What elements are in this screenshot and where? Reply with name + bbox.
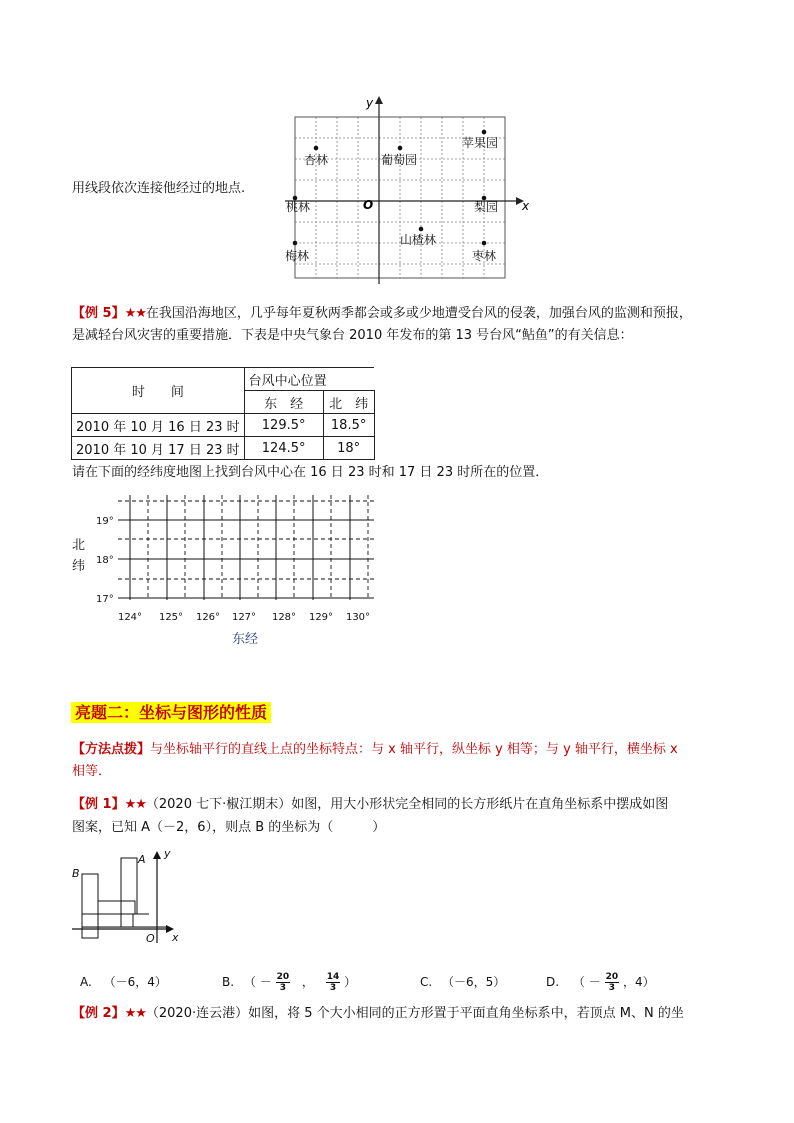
frac-num: 14 bbox=[326, 972, 340, 982]
table-cell-lat: 18° bbox=[323, 437, 374, 460]
option-d-fraction bbox=[605, 972, 620, 993]
table-cell-time: 2010 年 10 月 16 日 23 时 bbox=[72, 414, 245, 437]
example2-line1 bbox=[72, 1004, 684, 1024]
example1-stars: ★★ bbox=[124, 797, 146, 812]
place-label: 桃林 bbox=[286, 200, 311, 214]
typhoon-table bbox=[71, 367, 375, 460]
option-c bbox=[420, 972, 505, 992]
example2-text-1: （2020·连云港）如图，将 5 个大小相同的正方形置于平面直角坐标系中，若顶点 M、N 的坐 bbox=[145, 1006, 684, 1021]
example5-line1 bbox=[72, 304, 692, 324]
place-label: 苹果园 bbox=[462, 136, 499, 150]
rectangles-figure bbox=[66, 843, 196, 948]
option-d-open: （ bbox=[572, 975, 585, 989]
option-a-value: （－6，4） bbox=[103, 975, 167, 989]
place-label: 葡萄园 bbox=[381, 153, 418, 167]
place-label: 杏林 bbox=[304, 153, 329, 167]
lon-tick: 124° bbox=[117, 612, 143, 623]
place-label: 梅林 bbox=[285, 249, 310, 263]
section-heading bbox=[71, 700, 271, 723]
option-b-label: B. bbox=[222, 975, 235, 989]
fig-y-arrow-icon bbox=[153, 851, 161, 859]
option-b-minus: － bbox=[259, 975, 272, 989]
x-axis-label: x bbox=[522, 199, 530, 213]
lon-tick: 128° bbox=[271, 612, 297, 623]
example1-line2: 图案，已知 A（－2，6），则点 B 的坐标为（ ） bbox=[72, 820, 386, 835]
y-axis-arrow-icon bbox=[375, 96, 383, 104]
coordinate-map bbox=[280, 94, 540, 284]
fig-y-label: y bbox=[164, 847, 171, 860]
frac-den: 3 bbox=[608, 983, 615, 993]
table-cell-time: 2010 年 10 月 17 日 23 时 bbox=[72, 437, 245, 460]
option-d-minus: － bbox=[588, 975, 601, 989]
method-tag: 【方法点拨】 bbox=[72, 742, 151, 757]
option-b-comma: ， bbox=[301, 975, 314, 989]
frac-num: 20 bbox=[276, 972, 290, 982]
example1-line1 bbox=[72, 795, 668, 815]
y-axis-label: y bbox=[366, 96, 374, 110]
fig-origin: O bbox=[146, 932, 155, 945]
table-header-center: 台风中心位置 bbox=[244, 368, 374, 391]
table-row bbox=[72, 437, 375, 460]
table-header-lon: 东 经 bbox=[244, 391, 323, 414]
fig-x-label: x bbox=[172, 931, 179, 944]
place-label: 梨园 bbox=[474, 200, 499, 214]
frac-den: 3 bbox=[279, 983, 286, 993]
place-dots bbox=[293, 130, 487, 246]
option-a bbox=[80, 972, 167, 992]
x-label-east: 东经 bbox=[231, 632, 259, 647]
lon-tick: 126° bbox=[195, 612, 221, 623]
example1-tag: 【例 1】 bbox=[72, 797, 125, 812]
table-header-time: 时 间 bbox=[72, 368, 245, 414]
lon-tick: 130° bbox=[345, 612, 371, 623]
frac-den: 3 bbox=[329, 983, 337, 993]
example2-stars: ★★ bbox=[124, 1006, 146, 1021]
option-c-label: C. bbox=[420, 975, 433, 989]
option-d-rest: ，4） bbox=[622, 975, 655, 989]
table-cell-lon: 129.5° bbox=[244, 414, 323, 437]
lat-tick: 17° bbox=[96, 594, 114, 605]
option-b-close: ） bbox=[344, 975, 357, 989]
option-b-fraction-2 bbox=[326, 972, 341, 993]
table-cell-lon: 124.5° bbox=[244, 437, 323, 460]
option-d-label: D. bbox=[546, 975, 560, 989]
option-a-label: A. bbox=[80, 975, 92, 989]
method-text-1: 与坐标轴平行的直线上点的坐标特点：与 x 轴平行，纵坐标 y 相等；与 y 轴平行，横坐标 x bbox=[150, 742, 678, 757]
frac-num: 20 bbox=[605, 972, 619, 982]
section-heading-text: 亮题二：坐标与图形的性质 bbox=[71, 702, 271, 723]
lat-tick: 19° bbox=[96, 516, 114, 527]
example5-question: 请在下面的经纬度地图上找到台风中心在 16 日 23 时和 17 日 23 时所在的位置． bbox=[72, 465, 549, 480]
fig-point-b: B bbox=[72, 867, 80, 880]
example1-text-1: （2020 七下·椒江期末）如图，用大小形状完全相同的长方形纸片在直角坐标系中摆成如图 bbox=[145, 797, 669, 812]
example5-tag: 【例 5】 bbox=[72, 306, 125, 321]
table-row bbox=[72, 414, 375, 437]
y-label-north: 北 bbox=[72, 538, 86, 553]
method-line1 bbox=[72, 740, 678, 760]
example2-tag: 【例 2】 bbox=[72, 1006, 125, 1021]
origin-label: O bbox=[363, 198, 374, 212]
example5-line2: 是减轻台风灾害的重要措施．下表是中央气象台 2010 年发布的第 13 号台风“鲇鱼”的有关信息： bbox=[72, 328, 633, 343]
y-label-lat: 纬 bbox=[72, 559, 86, 574]
fig-point-a: A bbox=[138, 853, 146, 866]
option-b-fraction-1 bbox=[276, 972, 291, 993]
lat-tick: 18° bbox=[96, 555, 114, 566]
method-line2: 相等． bbox=[72, 764, 112, 779]
place-label: 枣林 bbox=[472, 249, 497, 263]
lon-tick: 125° bbox=[158, 612, 184, 623]
lat-lon-grid bbox=[68, 490, 388, 660]
example5-text-1: 在我国沿海地区，几乎每年夏秋两季都会或多或少地遭受台风的侵袭，加强台风的监测和预报， bbox=[145, 306, 692, 321]
lon-tick: 129° bbox=[308, 612, 334, 623]
table-header-lat: 北 纬 bbox=[323, 391, 374, 414]
option-d bbox=[546, 966, 655, 998]
option-b bbox=[222, 966, 356, 998]
option-b-open: （ bbox=[243, 975, 256, 989]
place-label: 山楂林 bbox=[400, 233, 437, 247]
example5-stars: ★★ bbox=[124, 306, 146, 321]
option-c-value: （－6，5） bbox=[442, 975, 506, 989]
table-cell-lat: 18.5° bbox=[323, 414, 374, 437]
intro-text: 用线段依次连接他经过的地点. bbox=[72, 181, 246, 196]
lon-tick: 127° bbox=[231, 612, 257, 623]
